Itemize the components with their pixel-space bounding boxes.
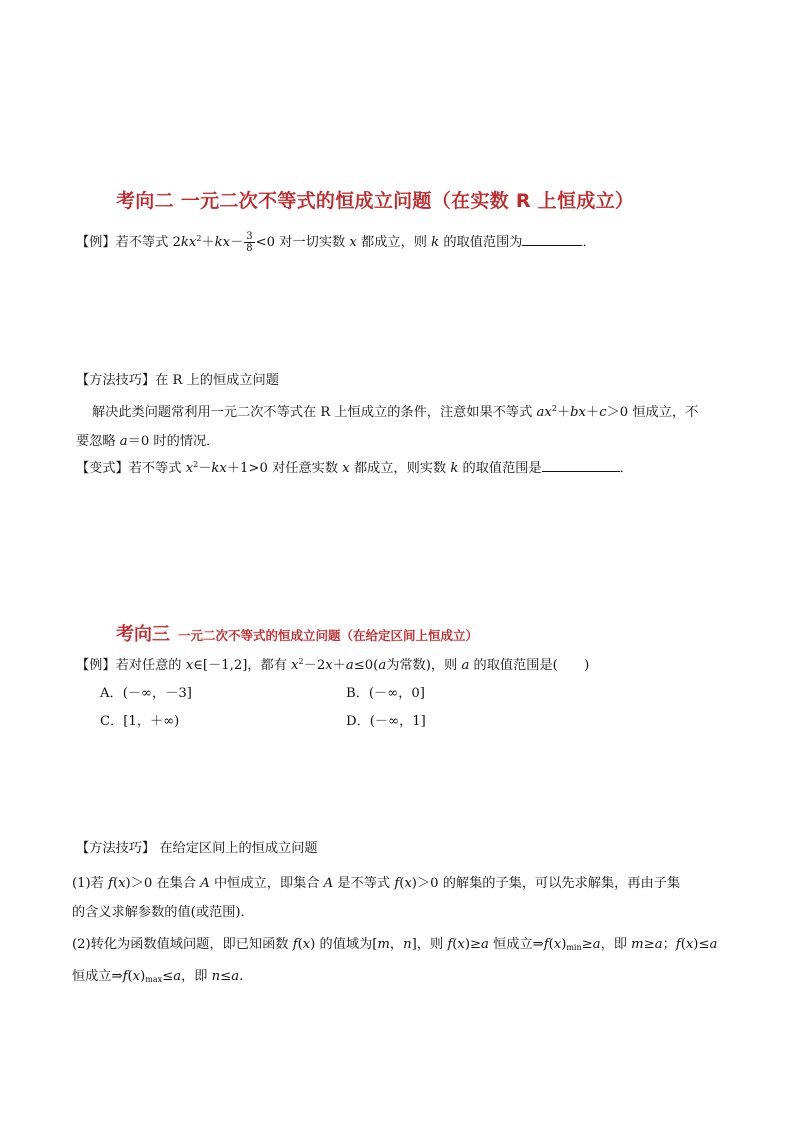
method-3-item-1-line-2: 的含义求解参数的值(或范围)． <box>72 905 254 920</box>
method-heading-2: 【方法技巧】在 R 上的恒成立问题 <box>76 373 279 388</box>
option-a[interactable]: A．(－∞，－3] <box>100 686 192 701</box>
option-d[interactable]: D．(－∞，1] <box>346 714 426 729</box>
method-text-line-2: 要忽略 a＝0 时的情况． <box>76 434 220 449</box>
example-bracket: 【例】 <box>76 658 116 673</box>
answer-blank[interactable] <box>542 459 620 472</box>
section-2-title: 考向二 一元二次不等式的恒成立问题（在实数 R 上恒成立） <box>116 190 635 212</box>
variant-bracket: 【变式】 <box>76 461 129 476</box>
example-bracket: 【例】 <box>76 235 116 250</box>
option-b[interactable]: B．(－∞，0] <box>346 686 425 701</box>
answer-blank[interactable] <box>522 233 582 246</box>
fraction-3-8: $\frac{3}{8}$ <box>246 231 253 254</box>
option-c[interactable]: C．[1，＋∞) <box>100 714 180 729</box>
example-3: 【例】若对任意的 x∈[－1,2]，都有 $x^2-2x+a\le 0(a$为常数)，则 a 的取值范围是( ) <box>76 657 590 673</box>
method-text-line-1: 解决此类问题常利用一元二次不等式在 R 上恒成立的条件，注意如果不等式 $ax^2+bx+c>0$ 恒成立，不 <box>92 404 699 420</box>
variant-2: 【变式】若不等式 $x^2-kx+1>0$ 对任意实数 x 都成立，则实数 k 的取值范围是 ． <box>76 460 633 476</box>
method-3-item-1-line-1: (1)若 f(x)＞0 在集合 A 中恒成立，即集合 A 是不等式 f(x)＞0 的解集的子集，可以先求解集，再由子集 <box>72 876 681 891</box>
method-3-item-2-line-2: 恒成立$\Rightarrow f(x)_{max}\le a$，即 n≤a. <box>72 969 244 984</box>
section-3-title: 考向三 一元二次不等式的恒成立问题（在给定区间上恒成立） <box>116 624 479 645</box>
example-2: 【例】若不等式 $2kx^2+kx-$ $\frac{3}{8}$ <0 对一切实数 x 都成立，则 k 的取值范围为 ． <box>76 231 596 254</box>
method-3-item-2-line-1: (2)转化为函数值域问题，即已知函数 f(x) 的值域为[m，n]，则 f(x)≥a 恒成立$\Rightarrow f(x)_{min}\ge a$，即 m≥a；f(x)≤a <box>72 937 718 952</box>
method-heading-3: 【方法技巧】 在给定区间上的恒成立问题 <box>76 841 318 856</box>
